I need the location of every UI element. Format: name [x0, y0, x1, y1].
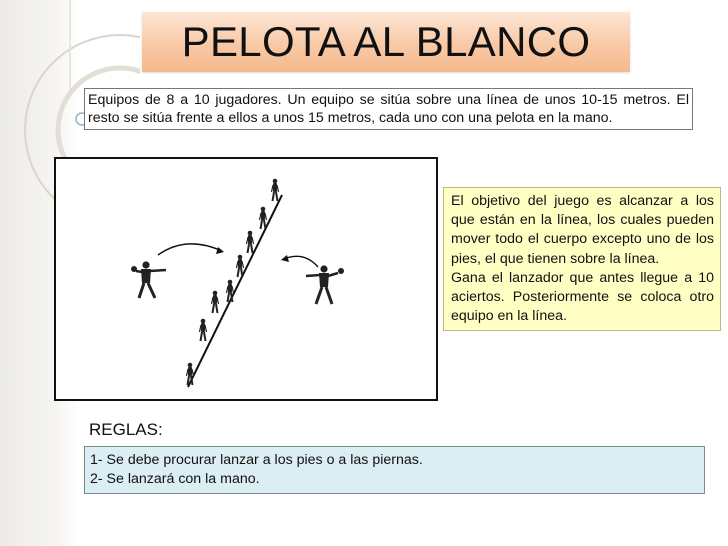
line-player — [200, 319, 207, 341]
objective-textbox — [443, 187, 721, 331]
title-banner — [142, 12, 630, 72]
line-player — [247, 231, 254, 253]
rules-heading: REGLAS: — [89, 420, 163, 439]
line-player — [227, 280, 234, 302]
diagram-illustration — [56, 159, 436, 399]
target-line — [188, 195, 282, 387]
line-player — [272, 179, 279, 201]
throw-arrow-right — [284, 256, 318, 267]
line-player — [260, 207, 267, 229]
rule-item: 2- Se lanzará con la mano. — [90, 471, 260, 487]
line-player — [212, 291, 219, 313]
rules-box — [84, 446, 705, 494]
thrower-right — [306, 265, 344, 304]
intro-textbox — [84, 88, 693, 130]
throw-arrow-left — [158, 244, 222, 255]
game-diagram — [54, 157, 438, 401]
line-players — [187, 179, 279, 385]
throw-arrow-left-head — [216, 247, 224, 254]
intro-text: Equipos de 8 a 10 jugadores. Un equipo se sitúa sobre una línea de unos 10-15 metros. El resto se sitúa frente a ellos a unos 15 metros, cada uno con una pelota en la mano. — [88, 92, 689, 126]
objective-paragraph: Gana el lanzador que antes llegue a 10 aciertos. Posteriormente se coloca otro equipo en la línea. — [451, 269, 714, 325]
objective-paragraph: El objetivo del juego es alcanzar a los que están en la línea, los cuales pueden mover todo el cuerpo excepto uno de los pies, el que tienen sobre la línea. — [451, 193, 714, 267]
rule-item: 1- Se debe procurar lanzar a los pies o a las piernas. — [90, 452, 423, 468]
page-title: PELOTA AL BLANCO — [181, 18, 591, 65]
line-player — [237, 255, 244, 277]
throw-arrow-right-head — [281, 255, 289, 262]
thrower-left — [131, 261, 166, 298]
